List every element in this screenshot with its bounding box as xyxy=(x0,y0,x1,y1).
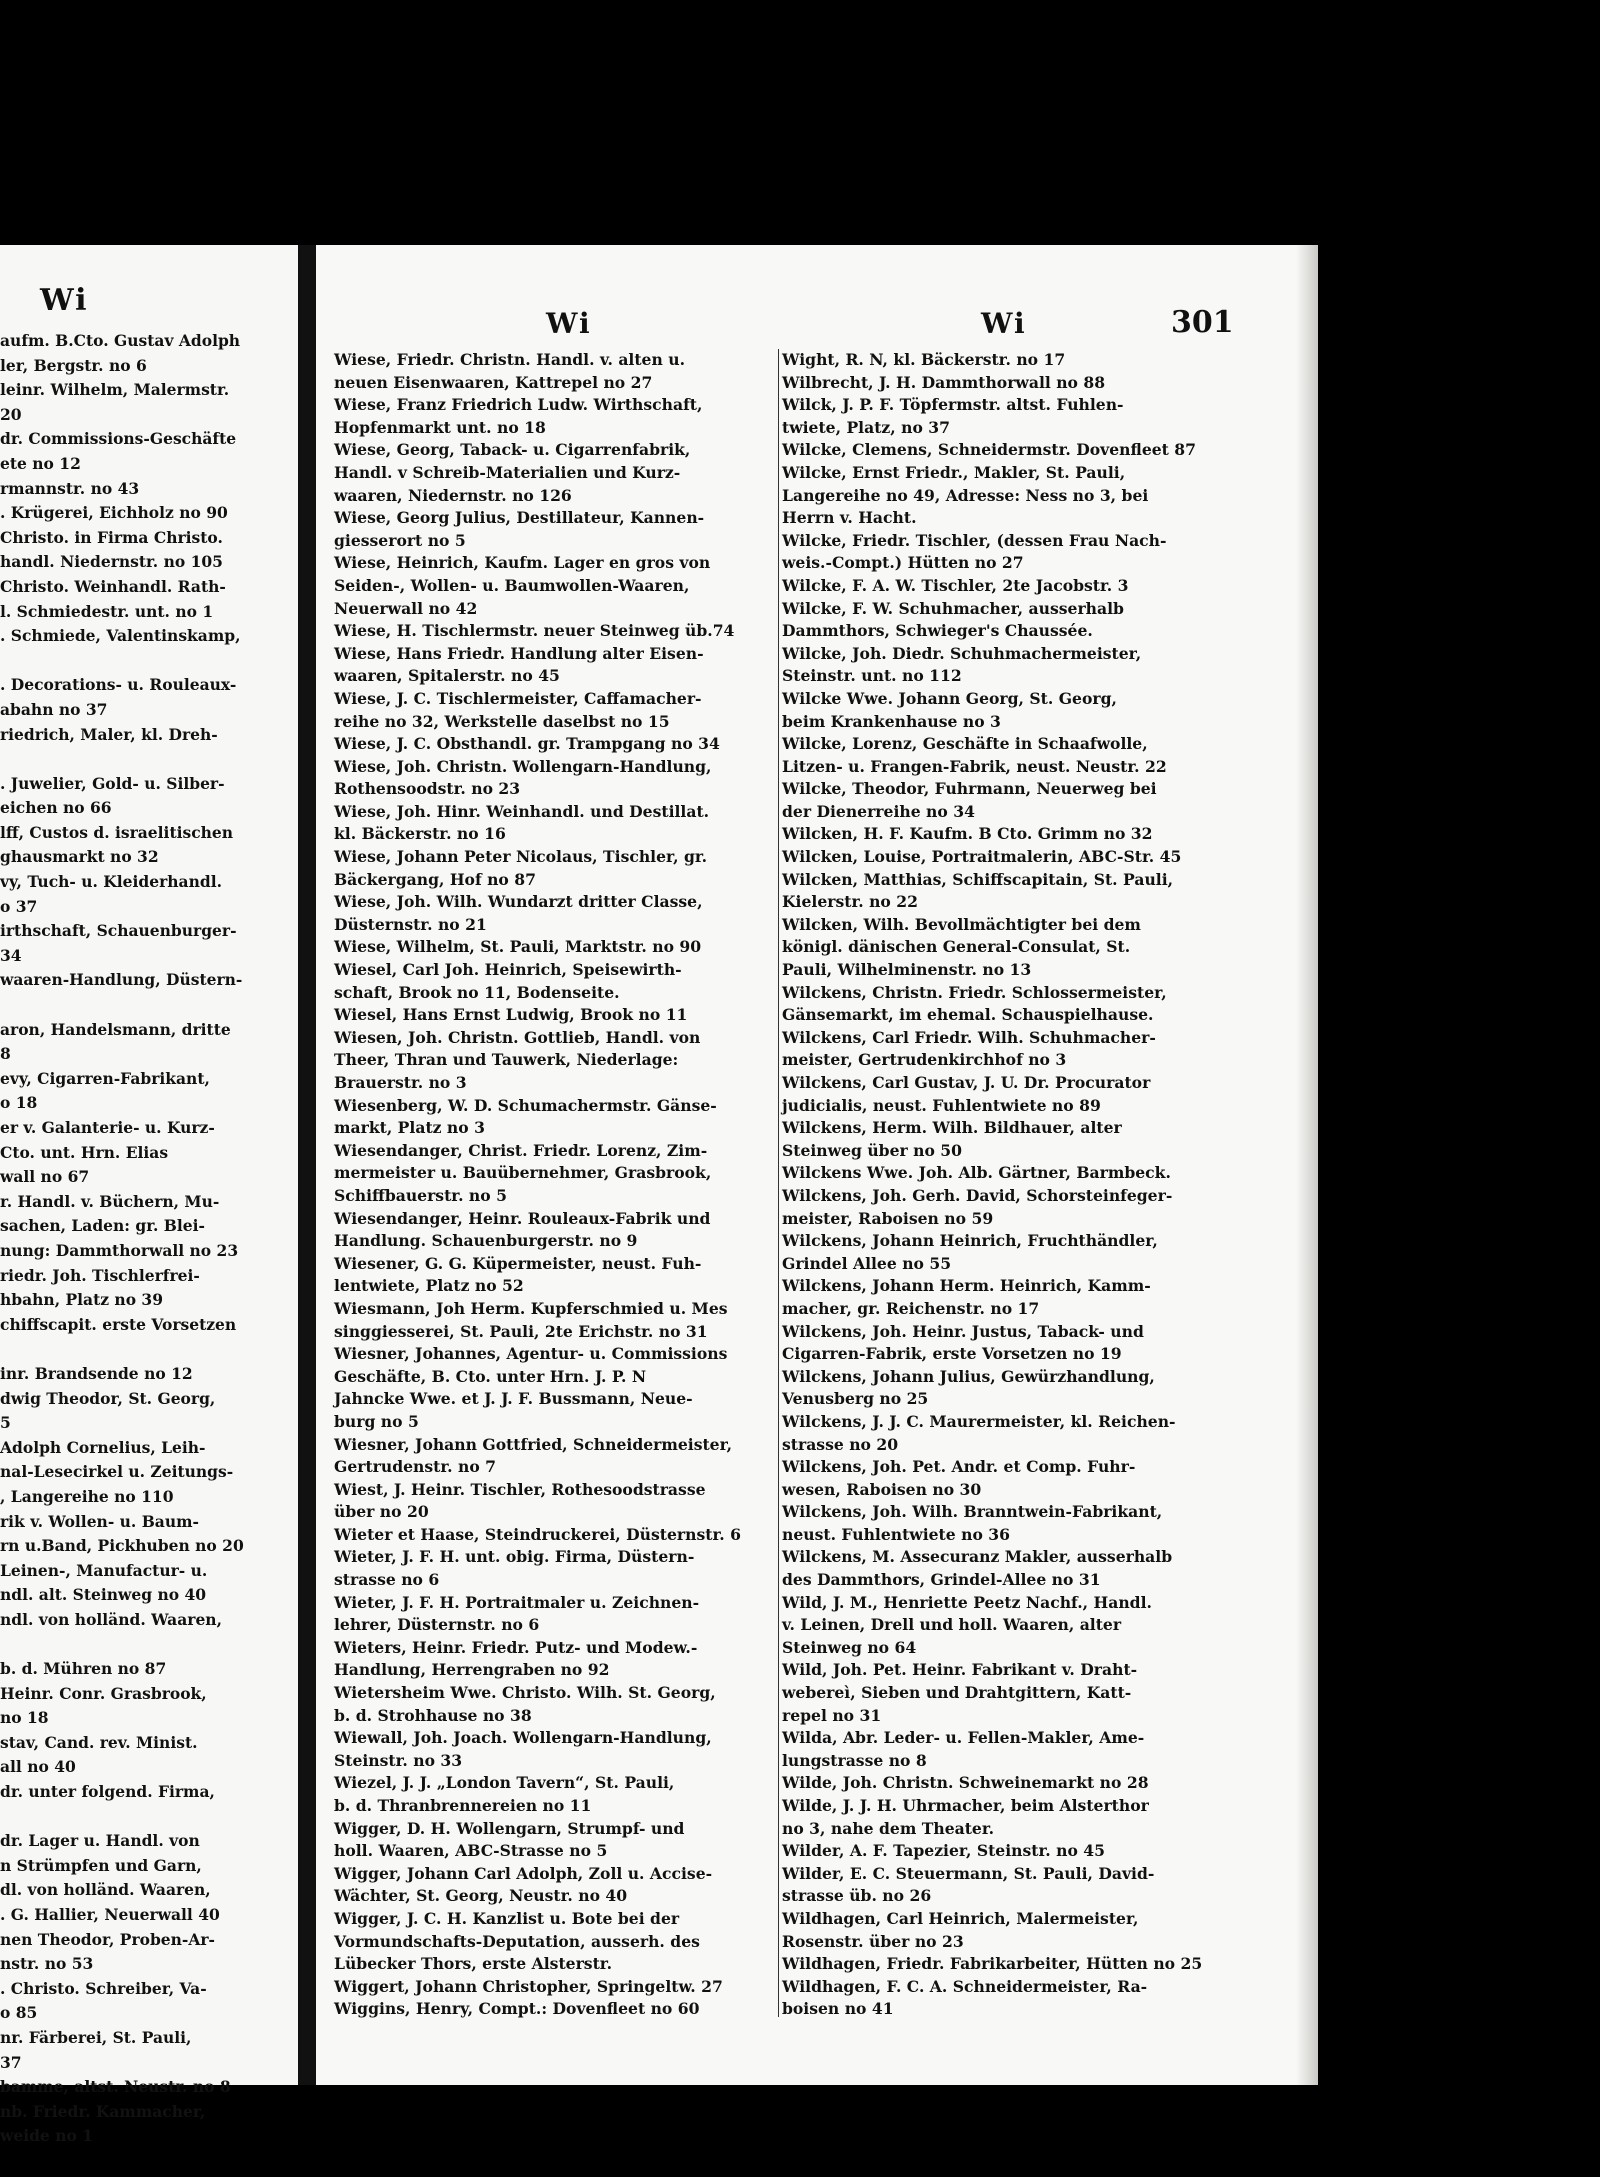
text-line: , Langereihe no 110 xyxy=(0,1486,174,1506)
text-line: Hopfenmarkt unt. no 18 xyxy=(334,417,546,437)
text-line: nung: Dammthorwall no 23 xyxy=(0,1240,239,1260)
text-line: Wiese, Wilhelm, St. Pauli, Marktstr. no 90 xyxy=(334,937,702,957)
right-page xyxy=(316,245,1318,2085)
text-line: Wieter et Haase, Steindruckerei, Düsternstr. 6 xyxy=(334,1524,741,1544)
text-line: des Dammthors, Grindel-Allee no 31 xyxy=(782,1570,1101,1590)
text-line: boisen no 41 xyxy=(782,1999,894,2019)
text-line: no 3, nahe dem Theater. xyxy=(782,1818,995,1838)
text-line: Wilde, J. J. H. Uhrmacher, beim Alsterthor xyxy=(782,1796,1149,1815)
text-line: lungstrasse no 8 xyxy=(782,1750,927,1770)
text-line: über no 20 xyxy=(334,1502,429,1522)
text-line: Wilckens, Johann Julius, Gewürzhandlung, xyxy=(782,1366,1155,1386)
text-line: singgiesserei, St. Pauli, 2te Erichstr. no 31 xyxy=(334,1321,708,1341)
text-line: Handlung. Schauenburgerstr. no 9 xyxy=(334,1231,638,1251)
text-line: kl. Bäckerstr. no 16 xyxy=(334,824,506,844)
text-line: rmannstr. no 43 xyxy=(0,478,140,498)
text-line: l. Schmiedestr. unt. no 1 xyxy=(0,601,214,621)
text-line: Wiggert, Johann Christopher, Springeltw. 27 xyxy=(334,1976,723,1996)
text-line: Wilckens, J. J. C. Maurermeister, kl. Reichen- xyxy=(782,1411,1176,1431)
text-line: o 18 xyxy=(0,1093,38,1113)
text-line: wesen, Raboisen no 30 xyxy=(782,1479,982,1499)
text-line: lehrer, Düsternstr. no 6 xyxy=(334,1615,540,1635)
text-line: o 85 xyxy=(0,2003,38,2023)
text-line: rn u.Band, Pickhuben no 20 xyxy=(0,1536,244,1556)
text-line: schaft, Brook no 11, Bodenseite. xyxy=(334,982,620,1002)
text-line: riedr. Joh. Tischlerfrei- xyxy=(0,1265,200,1285)
text-line: Wiesener, G. G. Küpermeister, neust. Fuh- xyxy=(334,1253,702,1273)
text-line: Wigger, J. C. H. Kanzlist u. Bote bei der xyxy=(334,1908,680,1928)
text-line: Wigger, D. H. Wollengarn, Strumpf- und xyxy=(334,1818,685,1838)
text-line xyxy=(0,1632,298,1657)
text-line: Wächter, St. Georg, Neustr. no 40 xyxy=(334,1886,628,1906)
text-line: Wiezel, J. J. „London Tavern“, St. Pauli, xyxy=(334,1773,675,1793)
text-line: Wilcken, Wilh. Bevollmächtigter bei dem xyxy=(782,914,1141,934)
text-line: b. d. Strohhause no 38 xyxy=(334,1705,532,1725)
text-line: Christo. Weinhandl. Rath- xyxy=(0,576,226,596)
text-line: dr. Lager u. Handl. von xyxy=(0,1831,200,1851)
text-line: all no 40 xyxy=(0,1757,76,1777)
page-edge-shadow xyxy=(1296,245,1318,2085)
text-line: Wieter, J. F. H. Portraitmaler u. Zeichnen- xyxy=(334,1592,700,1612)
text-line: judicialis, neust. Fuhlentwiete no 89 xyxy=(782,1095,1101,1115)
text-line: markt, Platz no 3 xyxy=(334,1118,485,1138)
text-line: Wilcke Wwe. Johann Georg, St. Georg, xyxy=(782,688,1117,708)
text-line: Theer, Thran und Tauwerk, Niederlage: xyxy=(334,1050,679,1070)
text-line: 37 xyxy=(0,2052,22,2072)
text-line: Wildhagen, Friedr. Fabrikarbeiter, Hütten no 25 xyxy=(782,1954,1203,1974)
text-line: twiete, Platz, no 37 xyxy=(782,417,950,437)
text-line xyxy=(0,747,298,772)
text-line: reihe no 32, Werkstelle daselbst no 15 xyxy=(334,711,670,731)
text-line: abahn no 37 xyxy=(0,699,108,719)
text-line: Gänsemarkt, im ehemal. Schauspielhause. xyxy=(782,1005,1154,1025)
text-line: Bäckergang, Hof no 87 xyxy=(334,869,536,889)
text-line: no 18 xyxy=(0,1708,49,1728)
text-line: Wilckens, M. Assecuranz Makler, ausserhalb xyxy=(782,1547,1173,1567)
text-line: aufm. B.Cto. Gustav Adolph xyxy=(0,331,241,350)
text-line: hbahn, Platz no 39 xyxy=(0,1290,163,1310)
text-line: dl. von holländ. Waaren, xyxy=(0,1880,211,1900)
text-line: dr. Commissions-Geschäfte xyxy=(0,429,237,449)
left-page xyxy=(0,245,298,2146)
text-line: handl. Niedernstr. no 105 xyxy=(0,552,223,572)
text-line: Wiese, Hans Friedr. Handlung alter Eisen- xyxy=(334,643,704,663)
text-line: Wilckens, Joh. Pet. Andr. et Comp. Fuhr- xyxy=(782,1457,1136,1477)
text-line: waaren, Spitalerstr. no 45 xyxy=(334,666,560,686)
text-line: Steinweg über no 50 xyxy=(782,1140,962,1160)
text-line: lff, Custos d. israelitischen xyxy=(0,822,234,842)
running-header-right: Wi xyxy=(981,307,1027,340)
text-line: vy, Tuch- u. Kleiderhandl. xyxy=(0,872,222,892)
directory-column-right xyxy=(782,349,1222,2021)
text-line: Grindel Allee no 55 xyxy=(782,1253,952,1273)
text-line: Wiggins, Henry, Compt.: Dovenfleet no 60 xyxy=(334,1999,700,2019)
text-line: Handl. v Schreib-Materialien und Kurz- xyxy=(334,462,681,482)
text-line: Wilde, Joh. Christn. Schweinemarkt no 28 xyxy=(782,1773,1149,1793)
text-line: Wilcke, F. W. Schuhmacher, ausserhalb xyxy=(782,598,1124,618)
text-line: Wiesmann, Joh Herm. Kupferschmied u. Mes xyxy=(334,1298,728,1318)
text-line: Vormundschafts-Deputation, ausserh. des xyxy=(334,1931,700,1951)
text-line: weide no 1 xyxy=(0,2126,93,2146)
text-line: r. Handl. v. Büchern, Mu- xyxy=(0,1191,220,1211)
text-line: Wiese, Georg, Taback- u. Cigarrenfabrik, xyxy=(334,440,691,460)
text-line: . Decorations- u. Rouleaux- xyxy=(0,675,237,695)
text-line: Wiesel, Carl Joh. Heinrich, Speisewirth- xyxy=(334,960,682,980)
text-line: königl. dänischen General-Consulat, St. xyxy=(782,937,1131,957)
text-line: Herrn v. Hacht. xyxy=(782,508,917,528)
text-line: giesserort no 5 xyxy=(334,530,466,550)
text-line: Steinstr. no 33 xyxy=(334,1750,463,1770)
text-line: . Schmiede, Valentinskamp, xyxy=(0,626,241,646)
text-line: Wiesendanger, Christ. Friedr. Lorenz, Zim- xyxy=(334,1140,708,1160)
text-line: Wiese, Joh. Hinr. Weinhandl. und Destillat. xyxy=(334,801,710,821)
text-line: rik v. Wollen- u. Baum- xyxy=(0,1511,199,1531)
page-number: 301 xyxy=(1171,305,1234,340)
text-line: weis.-Compt.) Hütten no 27 xyxy=(782,553,1024,573)
text-line: holl. Waaren, ABC-Strasse no 5 xyxy=(334,1841,608,1861)
text-line: nb. Friedr. Kammacher, xyxy=(0,2101,206,2121)
text-line: nal-Lesecirkel u. Zeitungs- xyxy=(0,1462,234,1482)
text-line: Steinweg no 64 xyxy=(782,1637,917,1657)
text-line: nen Theodor, Proben-Ar- xyxy=(0,1929,215,1949)
text-line: Handlung, Herrengraben no 92 xyxy=(334,1660,610,1680)
text-line: Wiese, Heinrich, Kaufm. Lager en gros von xyxy=(334,553,711,573)
text-line: Wieter, J. F. H. unt. obig. Firma, Düstern- xyxy=(334,1547,695,1567)
text-line: ghausmarkt no 32 xyxy=(0,847,159,867)
running-header-left: Wi xyxy=(546,307,592,340)
text-line: Wilck, J. P. F. Töpfermstr. altst. Fuhlen- xyxy=(782,395,1124,415)
left-page-text xyxy=(0,329,298,2149)
text-line: Wilckens, Joh. Heinr. Justus, Taback- und xyxy=(782,1321,1144,1341)
text-line: b. d. Thranbrennereien no 11 xyxy=(334,1796,592,1815)
text-line: nr. Färberei, St. Pauli, xyxy=(0,2027,192,2047)
text-line: Brauerstr. no 3 xyxy=(334,1073,467,1092)
text-line: neuen Eisenwaaren, Kattrepel no 27 xyxy=(334,372,653,392)
text-line: Wilder, E. C. Steuermann, St. Pauli, David- xyxy=(782,1863,1155,1883)
text-line: Wilda, Abr. Leder- u. Fellen-Makler, Ame- xyxy=(782,1728,1145,1748)
text-line: ler, Bergstr. no 6 xyxy=(0,355,147,375)
text-line: Christo. in Firma Christo. xyxy=(0,527,223,547)
text-line: strasse no 6 xyxy=(334,1570,440,1590)
text-line: Wilcken, H. F. Kaufm. B Cto. Grimm no 32 xyxy=(782,824,1153,844)
text-line: evy, Cigarren-Fabrikant, xyxy=(0,1068,210,1088)
text-line: Wilcken, Matthias, Schiffscapitain, St. Pauli, xyxy=(782,869,1174,889)
text-line: webereì, Sieben und Drahtgittern, Katt- xyxy=(782,1683,1132,1703)
text-line: meister, Raboisen no 59 xyxy=(782,1208,994,1228)
text-line: Kielerstr. no 22 xyxy=(782,892,918,912)
text-line: Wild, J. M., Henriette Peetz Nachf., Handl. xyxy=(782,1592,1152,1612)
text-line xyxy=(0,1805,298,1830)
text-line: Wilbrecht, J. H. Dammthorwall no 88 xyxy=(782,372,1106,392)
text-line: eichen no 66 xyxy=(0,798,112,818)
text-line: leinr. Wilhelm, Malermstr. xyxy=(0,380,230,400)
text-line: meister, Gertrudenkirchhof no 3 xyxy=(782,1050,1067,1070)
text-line: 20 xyxy=(0,404,22,424)
text-line: Wiesel, Hans Ernst Ludwig, Brook no 11 xyxy=(334,1005,688,1025)
text-line xyxy=(0,1337,298,1362)
text-line: bamme, altst. Neustr. no 8 xyxy=(0,2077,231,2097)
text-line: 34 xyxy=(0,945,22,965)
text-line: Wieters, Heinr. Friedr. Putz- und Modew.- xyxy=(334,1637,698,1657)
text-line: . Krügerei, Eichholz no 90 xyxy=(0,503,228,523)
text-line: waaren, Niedernstr. no 126 xyxy=(334,485,572,505)
text-line: . Juwelier, Gold- u. Silber- xyxy=(0,773,225,793)
text-line: Wilckens Wwe. Joh. Alb. Gärtner, Barmbeck. xyxy=(782,1163,1171,1183)
text-line: ndl. alt. Steinweg no 40 xyxy=(0,1585,207,1605)
text-line: Wiese, J. C. Obsthandl. gr. Trampgang no 34 xyxy=(334,734,720,754)
text-line: Wildhagen, F. C. A. Schneidermeister, Ra- xyxy=(782,1976,1148,1996)
text-line: burg no 5 xyxy=(334,1411,419,1431)
text-line: Leinen-, Manufactur- u. xyxy=(0,1560,208,1580)
text-line: der Dienerreihe no 34 xyxy=(782,801,975,821)
text-line: Wilcke, Theodor, Fuhrmann, Neuerweg bei xyxy=(782,779,1157,799)
text-line: inr. Brandsende no 12 xyxy=(0,1363,193,1383)
text-line: Wiest, J. Heinr. Tischler, Rothesoodstrasse xyxy=(334,1479,706,1499)
text-line: Wiese, Joh. Wilh. Wundarzt dritter Classe, xyxy=(334,892,703,912)
text-line: Wiese, Friedr. Christn. Handl. v. alten u. xyxy=(334,350,686,369)
text-line: Wiesner, Johannes, Agentur- u. Commissions xyxy=(334,1344,728,1364)
text-line: beim Krankenhause no 3 xyxy=(782,711,1001,731)
text-line: Cto. unt. Hrn. Elias xyxy=(0,1142,169,1162)
text-line: aron, Handelsmann, dritte xyxy=(0,1019,231,1039)
text-line: . G. Hallier, Neuerwall 40 xyxy=(0,1905,220,1924)
text-line: lentwiete, Platz no 52 xyxy=(334,1276,524,1296)
text-line: Steinstr. unt. no 112 xyxy=(782,666,962,686)
text-line: Wilcke, Friedr. Tischler, (dessen Frau Nach- xyxy=(782,530,1167,550)
text-line: o 37 xyxy=(0,896,38,916)
text-line: 8 xyxy=(0,1044,11,1064)
text-line: chiffscapit. erste Vorsetzen xyxy=(0,1314,237,1334)
text-line: Wiese, H. Tischlermstr. neuer Steinweg üb.74 xyxy=(334,621,735,641)
text-line: Wilckens, Joh. Wilh. Branntwein-Fabrikant, xyxy=(782,1502,1163,1522)
book-spine xyxy=(298,245,316,2085)
text-line: repel no 31 xyxy=(782,1705,882,1725)
text-line: Pauli, Wilhelminenstr. no 13 xyxy=(782,960,1032,980)
text-line: 5 xyxy=(0,1413,11,1433)
text-line: Wight, R. N, kl. Bäckerstr. no 17 xyxy=(782,350,1066,369)
directory-column-left xyxy=(334,349,776,2021)
text-line: Wilckens, Carl Friedr. Wilh. Schuhmacher- xyxy=(782,1027,1156,1047)
text-line xyxy=(0,649,298,674)
text-line: neust. Fuhlentwiete no 36 xyxy=(782,1524,1010,1544)
text-line: Wiese, Joh. Christn. Wollengarn-Handlung, xyxy=(334,756,712,776)
text-line: Wiewall, Joh. Joach. Wollengarn-Handlung, xyxy=(334,1728,712,1748)
text-line: Lübecker Thors, erste Alsterstr. xyxy=(334,1954,612,1974)
column-divider xyxy=(778,349,779,2017)
text-line: mermeister u. Bauübernehmer, Grasbrook, xyxy=(334,1163,712,1183)
text-line: irthschaft, Schauenburger- xyxy=(0,921,237,941)
text-line: Wiesen, Joh. Christn. Gottlieb, Handl. von xyxy=(334,1027,701,1047)
text-line: wall no 67 xyxy=(0,1167,90,1187)
text-line: Schiffbauerstr. no 5 xyxy=(334,1185,507,1205)
text-line: Wilckens, Carl Gustav, J. U. Dr. Procurator xyxy=(782,1073,1151,1092)
text-line: strasse üb. no 26 xyxy=(782,1886,932,1906)
text-line: Seiden-, Wollen- u. Baumwollen-Waaren, xyxy=(334,575,690,595)
text-line: dr. unter folgend. Firma, xyxy=(0,1782,215,1802)
text-line: Litzen- u. Frangen-Fabrik, neust. Neustr. 22 xyxy=(782,756,1167,776)
text-line: Wilckens, Herm. Wilh. Bildhauer, alter xyxy=(782,1118,1122,1138)
text-line: Wilcke, Joh. Diedr. Schuhmachermeister, xyxy=(782,643,1142,663)
text-line: Cigarren-Fabrik, erste Vorsetzen no 19 xyxy=(782,1344,1122,1364)
text-line: stav, Cand. rev. Minist. xyxy=(0,1732,198,1752)
text-line: Venusberg no 25 xyxy=(782,1389,929,1409)
text-line: sachen, Laden: gr. Blei- xyxy=(0,1216,205,1236)
text-line: Wilder, A. F. Tapezier, Steinstr. no 45 xyxy=(782,1841,1105,1861)
text-line: Jahncke Wwe. et J. J. F. Bussmann, Neue- xyxy=(334,1389,693,1409)
text-line: Wilcke, Clemens, Schneidermstr. Dovenfleet 87 xyxy=(782,440,1197,460)
text-line: Düsternstr. no 21 xyxy=(334,914,487,934)
text-line: Wild, Joh. Pet. Heinr. Fabrikant v. Draht- xyxy=(782,1660,1138,1680)
text-line: Wiese, Franz Friedrich Ludw. Wirthschaft, xyxy=(334,395,703,415)
text-line: Wilcken, Louise, Portraitmalerin, ABC-Str. 45 xyxy=(782,847,1182,867)
text-line: riedrich, Maler, kl. Dreh- xyxy=(0,724,218,744)
text-line xyxy=(0,993,298,1018)
text-line: b. d. Mühren no 87 xyxy=(0,1659,167,1679)
text-line: Wiesendanger, Heinr. Rouleaux-Fabrik und xyxy=(334,1208,711,1228)
text-line: Wilckens, Christn. Friedr. Schlossermeister, xyxy=(782,982,1167,1002)
text-line: Wildhagen, Carl Heinrich, Malermeister, xyxy=(782,1908,1139,1928)
text-line: Wigger, Johann Carl Adolph, Zoll u. Accise- xyxy=(334,1863,713,1883)
text-line: Wilcke, Lorenz, Geschäfte in Schaafwolle, xyxy=(782,734,1148,754)
text-line: nstr. no 53 xyxy=(0,1954,94,1974)
text-line: Gertrudenstr. no 7 xyxy=(334,1457,497,1477)
text-line: waaren-Handlung, Düstern- xyxy=(0,970,243,990)
text-line: v. Leinen, Drell und holl. Waaren, alter xyxy=(782,1615,1122,1635)
text-line: Wiesner, Johann Gottfried, Schneidermeister, xyxy=(334,1434,733,1454)
text-line: Rosenstr. über no 23 xyxy=(782,1931,964,1951)
text-line: ete no 12 xyxy=(0,453,81,473)
text-line: Geschäfte, B. Cto. unter Hrn. J. P. N xyxy=(334,1366,647,1386)
text-line: Wilckens, Johann Herm. Heinrich, Kamm- xyxy=(782,1276,1151,1296)
text-line: Heinr. Conr. Grasbrook, xyxy=(0,1683,207,1703)
text-line: Adolph Cornelius, Leih- xyxy=(0,1437,206,1457)
text-line: er v. Galanterie- u. Kurz- xyxy=(0,1118,215,1137)
text-line: n Strümpfen und Garn, xyxy=(0,1855,202,1875)
text-line: dwig Theodor, St. Georg, xyxy=(0,1388,216,1408)
left-page-header: Wi xyxy=(40,283,89,318)
text-line: ndl. von holländ. Waaren, xyxy=(0,1609,222,1629)
text-line: Rothensoodstr. no 23 xyxy=(334,779,521,799)
text-line: Wiese, Johann Peter Nicolaus, Tischler, gr. xyxy=(334,847,708,867)
text-line: Langereihe no 49, Adresse: Ness no 3, bei xyxy=(782,485,1149,505)
text-line: Wilcke, Ernst Friedr., Makler, St. Pauli, xyxy=(782,462,1126,482)
text-line: Wiese, J. C. Tischlermeister, Caffamacher- xyxy=(334,688,702,708)
text-line: Wietersheim Wwe. Christo. Wilh. St. Georg, xyxy=(334,1683,716,1703)
text-line: macher, gr. Reichenstr. no 17 xyxy=(782,1298,1040,1318)
text-line: Wilcke, F. A. W. Tischler, 2te Jacobstr. 3 xyxy=(782,575,1129,595)
text-line: strasse no 20 xyxy=(782,1434,899,1454)
text-line: Dammthors, Schwieger's Chaussée. xyxy=(782,621,1093,641)
text-line: Wiesenberg, W. D. Schumachermstr. Gänse- xyxy=(334,1095,717,1115)
text-line: Wilckens, Johann Heinrich, Fruchthändler, xyxy=(782,1231,1158,1251)
text-line: Wiese, Georg Julius, Destillateur, Kannen- xyxy=(334,508,705,528)
text-line: . Christo. Schreiber, Va- xyxy=(0,1978,207,1998)
text-line: Wilckens, Joh. Gerh. David, Schorsteinfeger- xyxy=(782,1185,1173,1205)
text-line: Neuerwall no 42 xyxy=(334,598,478,618)
